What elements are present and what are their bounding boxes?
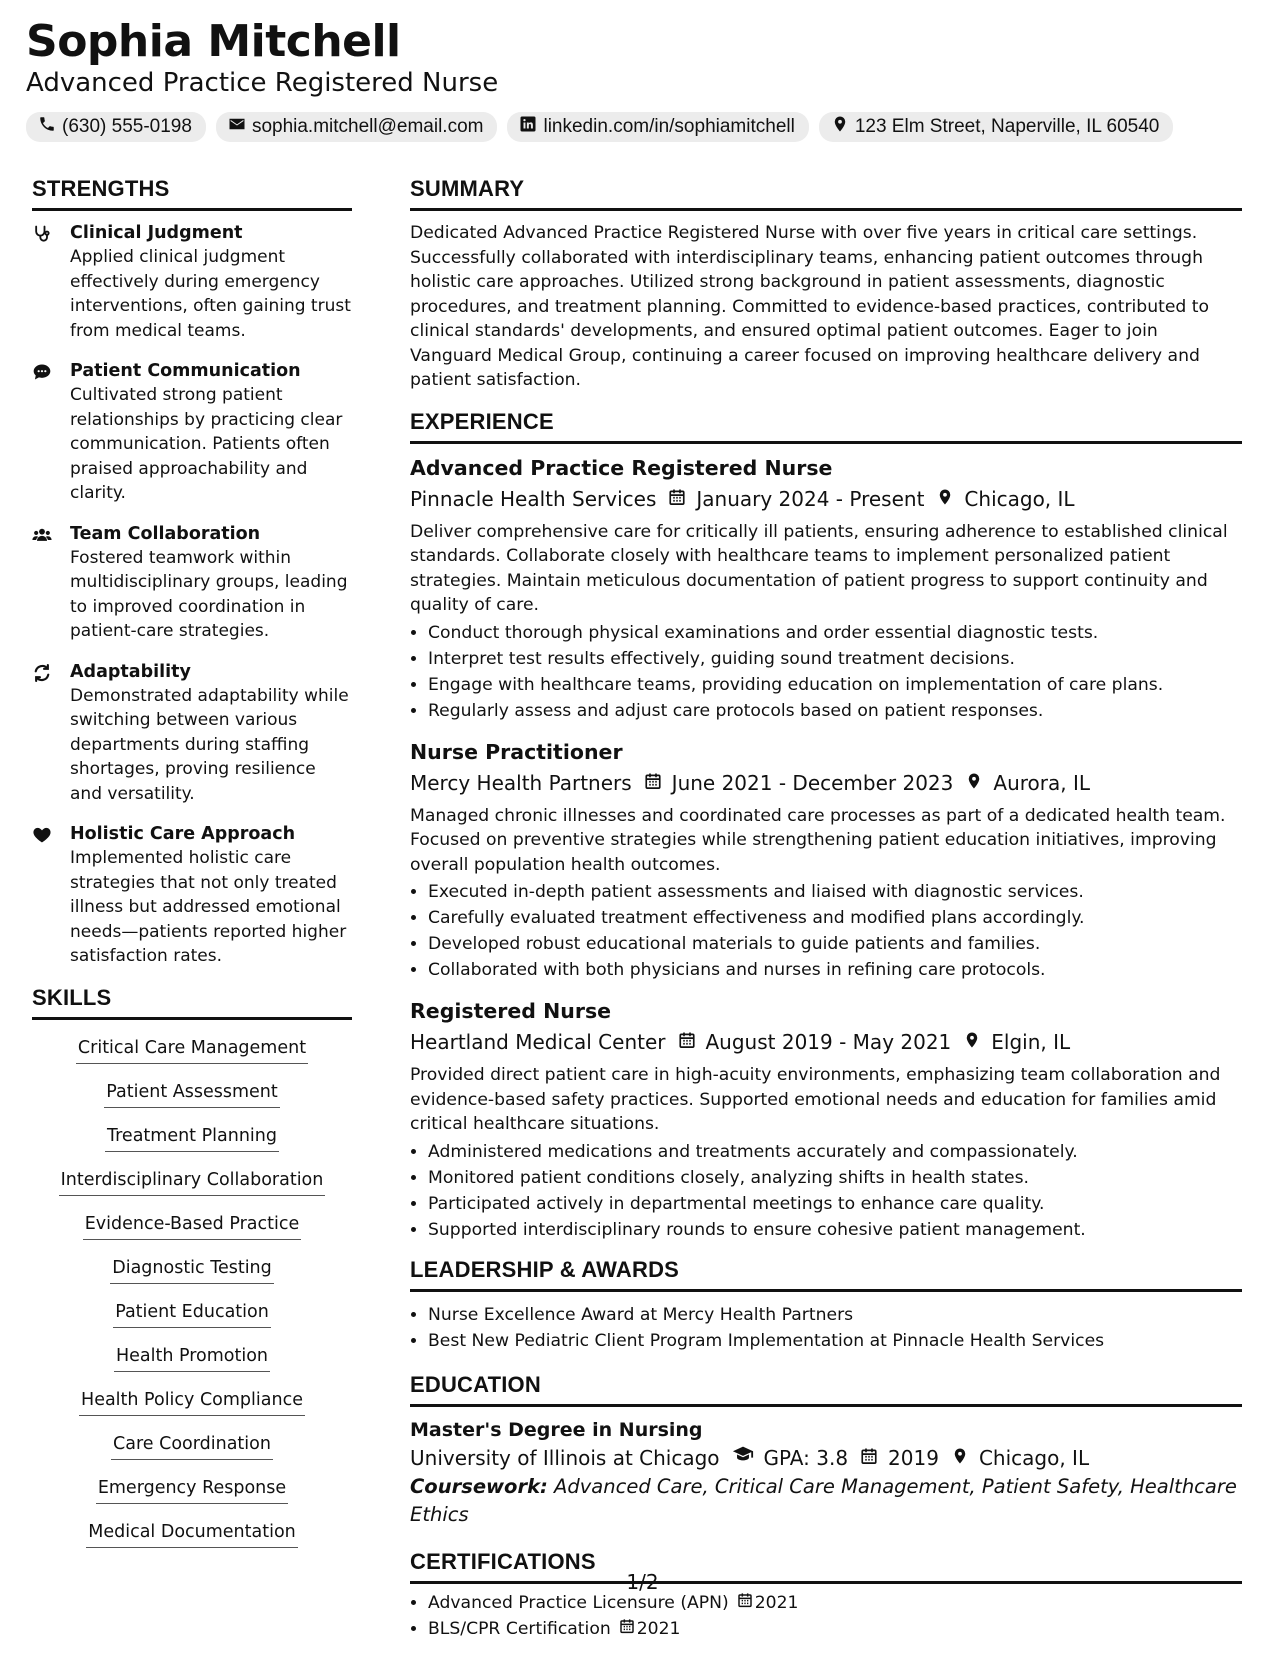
sync-icon	[32, 660, 58, 807]
strength-description: Cultivated strong patient relationships by practicing clear communication. Patients often praised approachability and clarity.	[70, 385, 343, 503]
strength-item	[32, 522, 352, 644]
email-text: sophia.mitchell@email.com	[251, 115, 484, 137]
stethoscope-icon	[32, 221, 58, 343]
job-description: Deliver comprehensive care for critically ill patients, ensuring adherence to established clinical standards. Collaborate closely with healthcare teams to implement personalized patient strategies. Maintain meticulous documentation of patient progress to support continuity and quality of care.	[410, 521, 1228, 615]
award-item: • Nurse Excellence Award at Mercy Health Partners	[428, 1302, 1242, 1328]
skill-tag: Evidence-Based Practice	[83, 1212, 302, 1240]
graduation-cap-icon	[732, 1443, 754, 1473]
certification-year: 2021	[754, 1592, 799, 1613]
strength-item	[32, 359, 352, 506]
gpa-value: GPA: 3.8	[763, 1445, 849, 1470]
strength-title: Clinical Judgment	[70, 223, 243, 243]
calendar-icon	[860, 1443, 878, 1473]
skill-tag: Patient Assessment	[104, 1080, 279, 1108]
envelope-icon	[228, 115, 246, 139]
education-heading: EDUCATION	[410, 1372, 1242, 1407]
calendar-icon	[644, 768, 662, 798]
job-bullets	[410, 620, 1242, 724]
award-item: • Best New Pediatric Client Program Implementation at Pinnacle Health Services	[428, 1328, 1242, 1354]
strengths-heading: STRENGTHS	[32, 176, 352, 211]
users-icon	[32, 522, 58, 644]
job-title: Nurse Practitioner	[410, 739, 623, 764]
strength-item	[32, 221, 352, 343]
bullet-item: • Carefully evaluated treatment effectiveness and modified plans accordingly.	[428, 905, 1242, 931]
job-entry	[410, 997, 1242, 1243]
company-name: Mercy Health Partners	[410, 770, 632, 795]
skill-tag: Emergency Response	[96, 1476, 288, 1504]
company-name: Pinnacle Health Services	[410, 486, 657, 511]
bullet-item: • Collaborated with both physicians and nurses in refining care protocols.	[428, 957, 1242, 983]
skills-list	[32, 1030, 352, 1564]
candidate-role: Advanced Practice Registered Nurse	[26, 68, 499, 99]
skill-tag: Care Coordination	[111, 1432, 273, 1460]
certification-item	[428, 1616, 1242, 1642]
email-pill[interactable]	[216, 112, 498, 142]
certifications-heading: CERTIFICATIONS	[410, 1549, 1242, 1584]
skill-tag: Health Promotion	[114, 1344, 270, 1372]
degree-title: Master's Degree in Nursing	[410, 1418, 703, 1441]
certification-name: • BLS/CPR Certification	[428, 1618, 611, 1639]
job-location: Aurora, IL	[993, 770, 1091, 795]
certification-name: • Advanced Practice Licensure (APN)	[428, 1592, 729, 1613]
job-title: Registered Nurse	[410, 999, 612, 1023]
skill-tag: Medical Documentation	[86, 1520, 298, 1548]
summary-text: Dedicated Advanced Practice Registered Nurse with over five years in critical care settings. Successfully collaborated with interdisciplinary teams, enhancing patient outcomes through holistic care approaches. Utilized strong background in patient assessments, diagnostic procedures, and treatment planning. Committed to evidence-based practices, contributed to clinical standards' developments, and ensured optimal patient outcomes. Eager to join Vanguard Medical Group, continuing a career focused on improving healthcare delivery and patient satisfaction.	[410, 223, 1210, 390]
bullet-item: • Engage with healthcare teams, providing education on implementation of care plans.	[428, 672, 1242, 698]
job-bullets	[410, 879, 1242, 983]
skill-tag: Critical Care Management	[76, 1036, 308, 1064]
school-location: Chicago, IL	[978, 1445, 1090, 1470]
job-meta	[410, 1027, 1242, 1057]
contact-bar	[26, 112, 1249, 142]
right-column	[410, 176, 1242, 1656]
strength-description: Implemented holistic care strategies that not only treated illness but addressed emotional needs—patients reported higher satisfaction rates.	[70, 848, 347, 966]
map-pin-icon	[951, 1443, 969, 1473]
certification-year: 2021	[636, 1618, 681, 1639]
strength-item	[32, 822, 352, 969]
strength-title: Holistic Care Approach	[70, 824, 296, 844]
job-location: Chicago, IL	[964, 486, 1075, 511]
job-dates: June 2021 - December 2023	[671, 770, 954, 795]
job-meta	[410, 768, 1242, 798]
skill-tag: Treatment Planning	[105, 1124, 279, 1152]
job-description: Provided direct patient care in high-acuity environments, emphasizing team collaboration and evidence-based safety practices. Supported emotional needs and education for families amid critical healthcare situations.	[410, 1065, 1221, 1134]
linkedin-text: linkedin.com/in/sophiamitchell	[543, 115, 795, 137]
resume-header	[26, 18, 1249, 142]
strength-title: Team Collaboration	[70, 523, 261, 544]
job-entry	[410, 738, 1242, 984]
calendar-icon	[619, 1616, 635, 1642]
address-pill	[819, 112, 1174, 142]
coursework-list: Advanced Care, Critical Care Management, Patient Safety, Healthcare Ethics	[410, 1474, 1237, 1526]
bullet-item: • Regularly assess and adjust care protocols based on patient responses.	[428, 698, 1242, 724]
calendar-icon	[668, 484, 686, 514]
bullet-item: • Monitored patient conditions closely, analyzing shifts in health states.	[428, 1165, 1242, 1191]
linkedin-pill[interactable]	[507, 112, 808, 142]
strength-description: Fostered teamwork within multidisciplinary groups, leading to improved coordination in patient-care strategies.	[70, 547, 348, 641]
certifications-list	[410, 1590, 1242, 1642]
address-text: 123 Elm Street, Naperville, IL 60540	[854, 115, 1160, 137]
job-entry	[410, 454, 1242, 724]
company-name: Heartland Medical Center	[410, 1030, 666, 1054]
calendar-icon	[678, 1027, 696, 1057]
bullet-item: • Interpret test results effectively, guiding sound treatment decisions.	[428, 646, 1242, 672]
heart-icon	[32, 822, 58, 969]
map-pin-icon	[965, 768, 983, 798]
strength-title: Patient Communication	[70, 361, 301, 381]
bullet-item: • Administered medications and treatments accurately and compassionately.	[428, 1139, 1242, 1165]
bullet-item: • Supported interdisciplinary rounds to ensure cohesive patient management.	[428, 1217, 1242, 1243]
map-pin-icon	[963, 1027, 981, 1057]
experience-heading: EXPERIENCE	[410, 409, 1242, 444]
skill-tag: Interdisciplinary Collaboration	[59, 1168, 326, 1196]
job-meta	[410, 484, 1242, 514]
bullet-item: • Developed robust educational materials to guide patients and families.	[428, 931, 1242, 957]
coursework	[410, 1473, 1242, 1529]
strength-description: Applied clinical judgment effectively during emergency interventions, often gaining trust from medical teams.	[70, 247, 351, 341]
job-description: Managed chronic illnesses and coordinated care processes as part of a dedicated health team. Focused on preventive strategies while strengthening patient education initiatives, improving overall population health outcomes.	[410, 805, 1226, 875]
graduation-year: 2019	[888, 1445, 939, 1470]
phone-pill[interactable]	[26, 112, 206, 142]
bullet-item: • Conduct thorough physical examinations and order essential diagnostic tests.	[428, 620, 1242, 646]
phone-icon	[38, 115, 56, 139]
job-location: Elgin, IL	[991, 1030, 1071, 1054]
skills-heading: SKILLS	[32, 985, 352, 1020]
job-title: Advanced Practice Registered Nurse	[410, 455, 833, 480]
bullet-item: • Executed in-depth patient assessments and liaised with diagnostic services.	[428, 879, 1242, 905]
skill-tag: Health Policy Compliance	[79, 1388, 305, 1416]
map-pin-icon	[936, 484, 954, 514]
strength-description: Demonstrated adaptability while switching between various departments during staffing shortages, proving resilience and versatility.	[70, 685, 349, 804]
job-bullets	[410, 1139, 1242, 1243]
strength-title: Adaptability	[70, 661, 191, 682]
chat-bubble-icon	[32, 359, 58, 506]
page-number: 1/2	[626, 1570, 659, 1594]
job-dates: January 2024 - Present	[696, 486, 925, 511]
phone-text: (630) 555-0198	[62, 115, 192, 137]
map-pin-icon	[831, 115, 849, 139]
left-column	[32, 176, 352, 1564]
job-dates: August 2019 - May 2021	[705, 1030, 952, 1054]
linkedin-icon	[519, 115, 537, 139]
skill-tag: Diagnostic Testing	[110, 1256, 274, 1284]
bullet-item: • Participated actively in departmental meetings to enhance care quality.	[428, 1191, 1242, 1217]
school-name: University of Illinois at Chicago	[410, 1445, 720, 1470]
education-meta	[410, 1443, 1242, 1473]
leadership-heading: LEADERSHIP & AWARDS	[410, 1257, 1242, 1292]
skill-tag: Patient Education	[113, 1300, 271, 1328]
awards-list	[410, 1302, 1242, 1354]
summary-heading: SUMMARY	[410, 176, 1242, 211]
candidate-name: Sophia Mitchell	[26, 16, 401, 67]
coursework-label: Coursework:	[410, 1474, 548, 1498]
strength-item	[32, 660, 352, 807]
education-entry	[410, 1417, 1242, 1529]
